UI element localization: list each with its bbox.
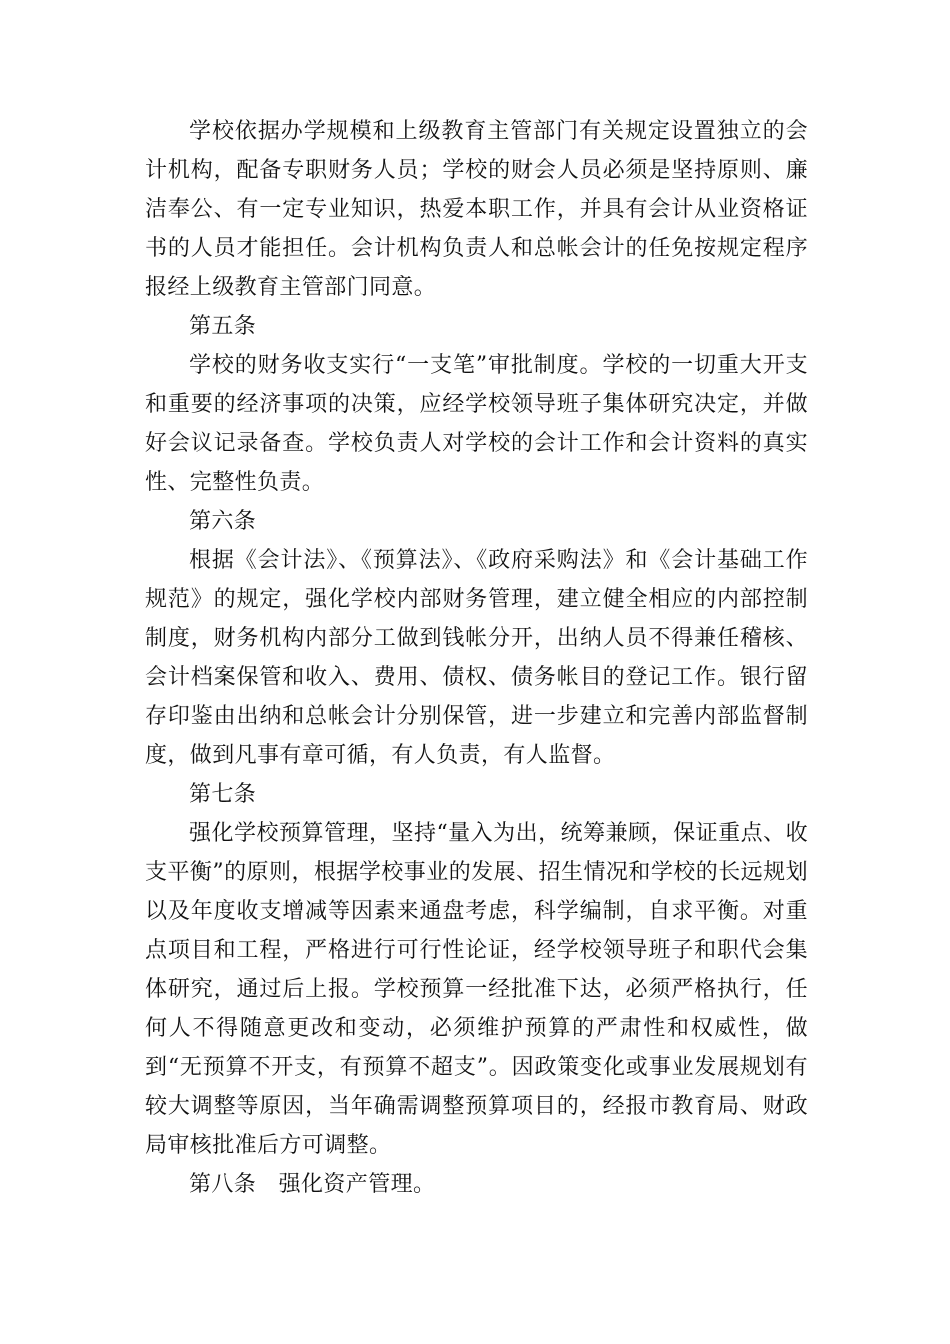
article-6-heading: 第六条 xyxy=(189,509,257,534)
article-5-heading: 第五条 xyxy=(189,314,257,339)
paragraph-article-5: 学校的财务收支实行“一支笔”审批制度。学校的一切重大开支和重要的经济事项的决策，应经学校领导班子集体研究决定，并做好会议记录备查。学校负责人对学校的会计工作和会计资料的真实性、完整性负责。 xyxy=(145,353,808,495)
paragraph-article-6: 根据《会计法》、《预算法》、《政府采购法》和《会计基础工作规范》的规定，强化学校内部财务管理，建立健全相应的内部控制制度，财务机构内部分工做到钱帐分开，出纳人员不得兼任稽核、会计档案保管和收入、费用、债权、债务帐目的登记工作。银行留存印鉴由出纳和总帐会计分别保管，进一步建立和完善内部监督制度，做到凡事有章可循，有人负责，有人监督。 xyxy=(145,548,808,768)
paragraph-accounting-institution: 学校依据办学规模和上级教育主管部门有关规定设置独立的会计机构，配备专职财务人员；学校的财会人员必须是坚持原则、廉洁奉公、有一定专业知识，热爱本职工作，并具有会计从业资格证书的人员才能担任。会计机构负责人和总帐会计的任免按规定程序报经上级教育主管部门同意。 xyxy=(145,119,808,300)
article-8-heading: 第八条 强化资产管理。 xyxy=(189,1172,436,1197)
paragraph-article-7: 强化学校预算管理，坚持“量入为出，统筹兼顾，保证重点、收支平衡”的原则，根据学校事业的发展、招生情况和学校的长远规划以及年度收支增减等因素来通盘考虑，科学编制，自求平衡。对重点项目和工程，严格进行可行性论证，经学校领导班子和职代会集体研究，通过后上报。学校预算一经批准下达，必须严格执行，任何人不得随意更改和变动，必须维护预算的严肃性和权威性，做到“无预算不开支，有预算不超支”。因政策变化或事业发展规划有较大调整等原因，当年确需调整预算项目的，经报市教育局、财政局审核批准后方可调整。 xyxy=(145,821,808,1158)
article-7-heading: 第七条 xyxy=(189,782,257,807)
document-body xyxy=(145,112,808,1204)
